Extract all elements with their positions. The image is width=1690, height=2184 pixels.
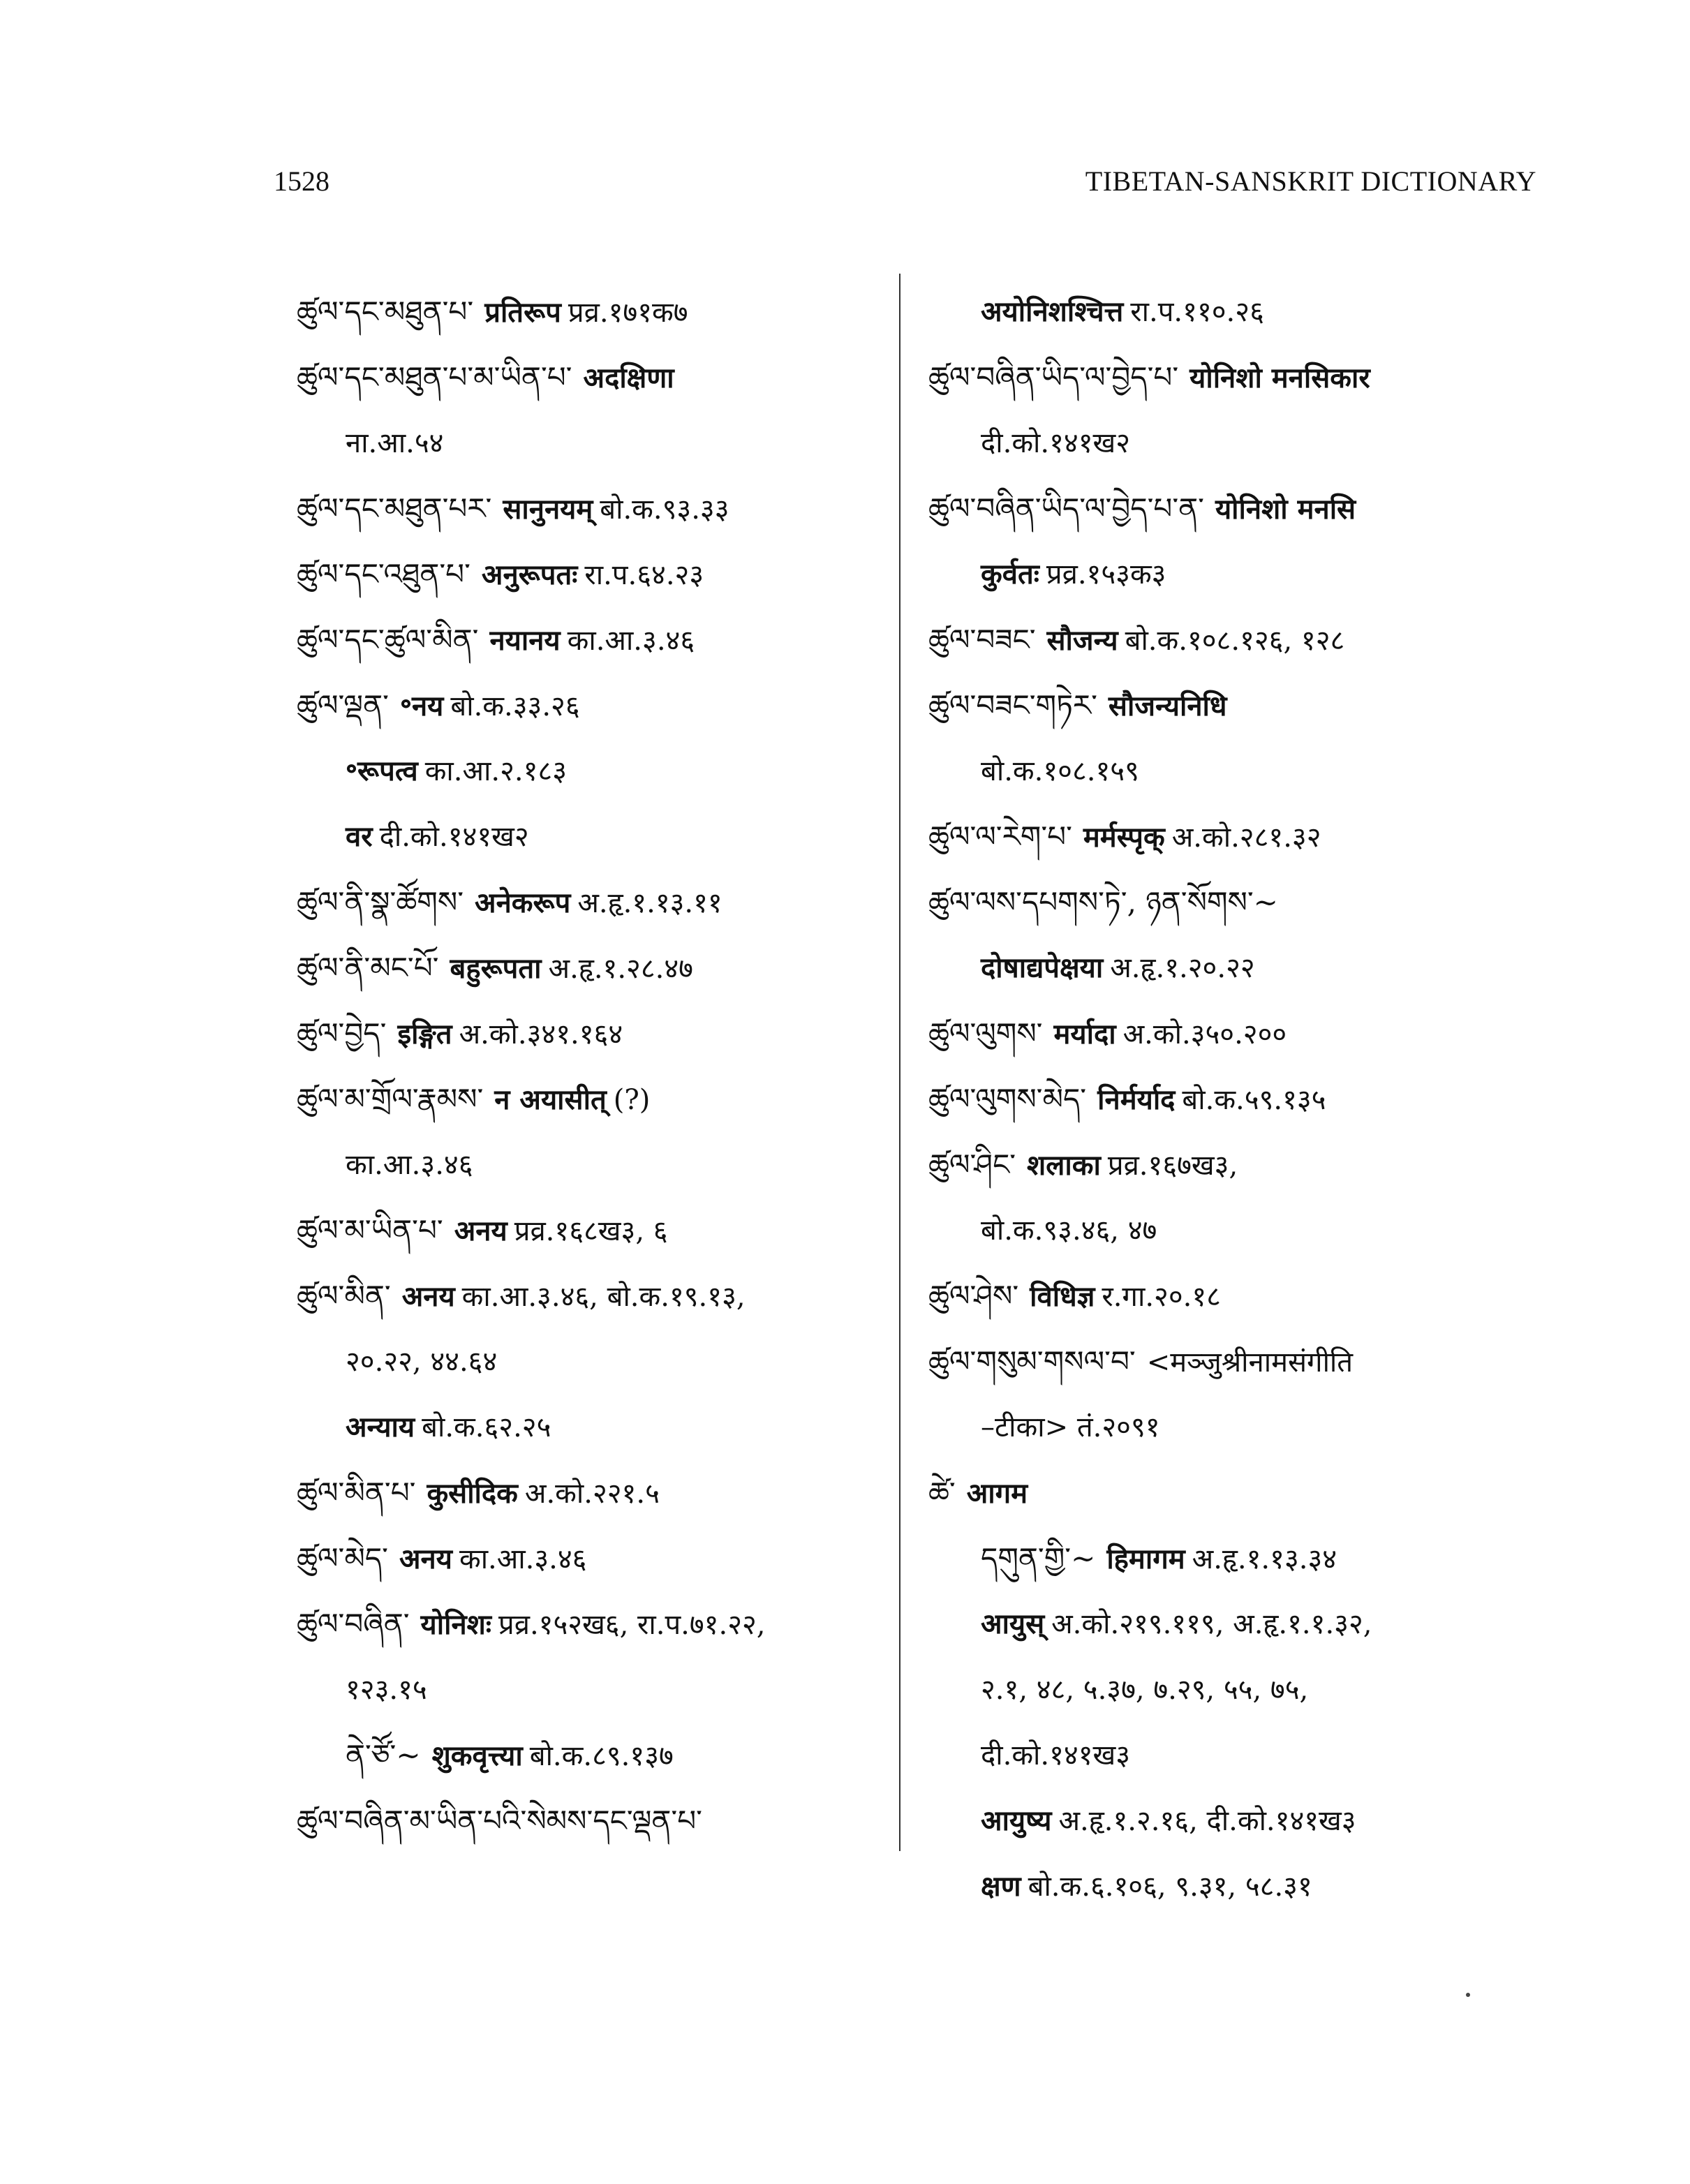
tibetan-headword: ཚུལ་བཟང་གཏེར་ — [928, 688, 1097, 722]
dictionary-line — [297, 804, 897, 870]
dictionary-line — [297, 1591, 897, 1657]
sanskrit-equivalent: हिमागम — [1106, 1543, 1185, 1575]
sanskrit-equivalent: सौजन्यनिधि — [1108, 690, 1227, 722]
source-reference: <मञ्जुश्रीनामसंगीति — [1146, 1346, 1354, 1379]
tibetan-headword: ཚུལ་དང་མཐུན་པ་ — [297, 295, 474, 329]
dictionary-line — [928, 542, 1543, 607]
source-reference: २०.२२, ४४.६४ — [346, 1346, 498, 1378]
source-reference: ना.आ.५४ — [346, 427, 444, 459]
source-reference: १२३.१५ — [346, 1674, 427, 1706]
dictionary-line — [297, 345, 897, 410]
tibetan-headword: ཚུལ་བཞིན་ཡིད་ལ་བྱེད་པ་ན་ — [928, 491, 1204, 526]
dictionary-line — [928, 1263, 1543, 1329]
sanskrit-equivalent: अन्याय — [346, 1411, 415, 1443]
sanskrit-equivalent: प्रतिरूप — [484, 296, 561, 329]
dictionary-line — [928, 1001, 1543, 1067]
dictionary-line — [928, 1854, 1543, 1919]
source-reference: बो.क.५९.१३५ — [1182, 1084, 1326, 1116]
sanskrit-equivalent: इङ्गित — [397, 1018, 452, 1050]
source-reference: अ.हृ.१.२८.४७ — [548, 953, 693, 985]
sanskrit-equivalent: कुसीदिक — [427, 1477, 518, 1510]
source-reference: अ.को.२८१.३२ — [1171, 822, 1321, 854]
dictionary-line — [928, 1460, 1543, 1526]
sanskrit-equivalent: दोषाद्यपेक्षया — [981, 951, 1104, 984]
source-reference: रा.प.६४.२३ — [584, 559, 704, 591]
source-reference: बो.क.१०८.१५९ — [981, 755, 1139, 787]
source-reference: (?) — [613, 1084, 651, 1116]
sanskrit-equivalent: वर — [346, 820, 373, 853]
source-reference: प्रव्र.१७१क७ — [568, 297, 688, 329]
dictionary-line — [928, 1657, 1543, 1723]
tibetan-headword: ཚུལ་བཞིན་ཡིད་ལ་བྱེད་པ་ — [928, 360, 1179, 394]
source-reference: अ.हृ.१.१३.३४ — [1192, 1543, 1337, 1575]
tibetan-headword: ཚུལ་དང་ཚུལ་མིན་ — [297, 623, 479, 657]
tibetan-headword: ཚུལ་བཟང་ — [928, 623, 1036, 657]
dictionary-line — [297, 1329, 897, 1395]
right-column — [928, 279, 1543, 1919]
tibetan-headword: ཚུལ་མེད་ — [297, 1541, 388, 1575]
tibetan-headword: ཚུལ་ཤིང་ — [928, 1147, 1016, 1182]
sanskrit-equivalent: ॰नय — [399, 690, 444, 722]
dictionary-line — [297, 1788, 897, 1854]
tibetan-headword: ཚུལ་དང་མཐུན་པ་མ་ཡིན་པ་ — [297, 360, 572, 394]
source-reference: प्रव्र.१६७ख३, — [1107, 1150, 1238, 1182]
dictionary-line — [928, 1788, 1543, 1854]
dictionary-line — [297, 279, 897, 345]
source-reference: प्रव्र.१५२ख६, रा.प.७१.२२, — [498, 1609, 766, 1641]
sanskrit-equivalent: कुर्वतः — [981, 558, 1039, 590]
dictionary-line — [928, 410, 1543, 476]
dictionary-line — [928, 1591, 1543, 1657]
tibetan-headword: ཚུལ་མིན་ — [297, 1279, 391, 1313]
dictionary-line — [928, 804, 1543, 870]
tibetan-headword: ཚུལ་ནི་མང་པོ་ — [297, 951, 439, 985]
tibetan-headword: ཚུལ་བཞིན་ — [297, 1607, 410, 1641]
sanskrit-equivalent: अदक्षिणा — [583, 362, 674, 394]
source-reference: बो.क.१०८.१२६, १२८ — [1125, 625, 1345, 657]
sanskrit-equivalent: अयोनिशश्चित्त — [981, 295, 1124, 328]
sanskrit-equivalent: क्षण — [981, 1870, 1021, 1903]
sanskrit-equivalent: विधिज्ञ — [1030, 1280, 1095, 1313]
dictionary-line — [928, 279, 1543, 345]
dictionary-line — [297, 1723, 897, 1788]
dictionary-line — [928, 1198, 1543, 1263]
dictionary-line — [297, 1395, 897, 1460]
tibetan-headword: ཚུལ་ལུགས་མེད་ — [928, 1082, 1087, 1116]
dictionary-line — [928, 607, 1543, 673]
source-reference: –टीका> तं.२०९१ — [981, 1411, 1160, 1443]
sanskrit-equivalent: अनय — [401, 1280, 455, 1313]
sanskrit-equivalent: ॰रूपत्व — [346, 755, 418, 787]
sanskrit-equivalent: सौजन्य — [1046, 624, 1118, 657]
sanskrit-equivalent: आगम — [966, 1477, 1028, 1510]
sanskrit-equivalent: मर्यादा — [1053, 1018, 1116, 1050]
sanskrit-equivalent: शलाका — [1027, 1149, 1101, 1182]
sanskrit-equivalent: अनय — [454, 1214, 507, 1247]
source-reference: बो.क.३३.२६ — [450, 690, 580, 722]
tibetan-headword: ཚུལ་ལ་རེག་པ་ — [928, 819, 1072, 854]
tibetan-headword: ཚུལ་ལས་དཔགས་ཏེ་, ཉན་སོགས་~ — [928, 885, 1278, 919]
tibetan-headword: ཚུལ་གསུམ་གསལ་བ་ — [928, 1344, 1136, 1379]
dictionary-line — [928, 476, 1543, 542]
tibetan-headword: ཚེ་ — [928, 1476, 956, 1510]
dictionary-line — [928, 1526, 1543, 1591]
dictionary-line — [297, 673, 897, 738]
source-reference: का.आ.३.४६, बो.क.१९.१३, — [461, 1281, 746, 1313]
tibetan-headword: དགུན་གྱི་~ — [981, 1541, 1096, 1575]
source-reference: अ.हृ.१.२.१६, दी.को.१४१ख३ — [1058, 1805, 1356, 1837]
sanskrit-equivalent: अनय — [399, 1543, 452, 1575]
dictionary-line — [297, 1132, 897, 1198]
tibetan-headword: ནེ་ཙོ་~ — [346, 1738, 421, 1772]
tibetan-headword: ཚུལ་དང་འཐུན་པ་ — [297, 557, 470, 591]
sanskrit-equivalent: अनेकरूप — [475, 886, 571, 919]
column-divider — [899, 274, 900, 1851]
source-reference: प्रव्र.१५३क३ — [1046, 558, 1166, 590]
source-reference: बो.क.९३.४६, ४७ — [981, 1214, 1157, 1247]
tibetan-headword: ཚུལ་མ་ཡིན་པ་ — [297, 1213, 443, 1247]
source-reference: का.आ.३.४६ — [459, 1543, 587, 1575]
tibetan-headword: ཚུལ་ཤེས་ — [928, 1279, 1019, 1313]
page-number: 1528 — [274, 165, 329, 197]
dictionary-line — [297, 738, 897, 804]
dictionary-line — [928, 870, 1543, 935]
sanskrit-equivalent: न अयासीत् — [494, 1083, 607, 1116]
source-reference: बो.क.८९.१३७ — [529, 1740, 674, 1772]
sanskrit-equivalent: आयुस् — [981, 1607, 1045, 1640]
dictionary-line — [297, 1657, 897, 1723]
dictionary-line — [928, 738, 1543, 804]
tibetan-headword: ཚུལ་བཞིན་མ་ཡིན་པའི་སེམས་དང་ལྡན་པ་ — [297, 1804, 702, 1838]
dictionary-line — [297, 1460, 897, 1526]
dictionary-line — [297, 870, 897, 935]
sanskrit-equivalent: योनिशो मनसिकार — [1189, 362, 1370, 394]
sanskrit-equivalent: मर्मस्पृक् — [1083, 821, 1165, 854]
source-reference: अ.को.३५०.२०० — [1122, 1018, 1287, 1050]
source-reference: अ.को.३४१.१६४ — [459, 1018, 623, 1050]
source-reference: दी.को.१४१ख३ — [981, 1739, 1131, 1771]
source-reference: दी.को.१४१ख२ — [379, 821, 529, 853]
dictionary-line — [297, 1526, 897, 1591]
source-reference: का.आ.३.४६ — [567, 625, 695, 657]
tibetan-headword: ཚུལ་མིན་པ་ — [297, 1476, 416, 1510]
source-reference: बो.क.६२.२५ — [422, 1411, 551, 1443]
source-reference: अ.हृ.१.२०.२२ — [1110, 952, 1255, 984]
dictionary-line — [297, 1198, 897, 1263]
sanskrit-equivalent: बहुरूपता — [450, 952, 542, 985]
dictionary-line — [928, 1395, 1543, 1460]
dictionary-line — [928, 1329, 1543, 1395]
sanskrit-equivalent: योनिशः — [420, 1608, 491, 1641]
dictionary-line — [297, 410, 897, 476]
dictionary-line — [928, 1723, 1543, 1788]
sanskrit-equivalent: नयानय — [489, 624, 561, 657]
sanskrit-equivalent: शुकवृत्त्या — [431, 1739, 523, 1772]
source-reference: दी.को.१४१ख२ — [981, 427, 1131, 459]
dictionary-line — [928, 345, 1543, 410]
dictionary-line — [928, 1132, 1543, 1198]
dictionary-line — [297, 607, 897, 673]
sanskrit-equivalent: योनिशो मनसि — [1215, 493, 1356, 526]
source-reference: का.आ.३.४६ — [346, 1149, 473, 1181]
sanskrit-equivalent: आयुष्य — [981, 1804, 1052, 1837]
source-reference: का.आ.२.१८३ — [424, 755, 567, 787]
tibetan-headword: ཚུལ་བྱེད་ — [297, 1016, 387, 1050]
source-reference: रा.प.११०.२६ — [1130, 296, 1264, 328]
dictionary-line — [297, 1067, 897, 1132]
tibetan-headword: ཚུལ་ལུགས་ — [928, 1016, 1043, 1050]
source-reference: र.गा.२०.१८ — [1102, 1281, 1221, 1313]
tibetan-headword: ཚུལ་ལྡན་ — [297, 688, 389, 722]
tibetan-headword: ཚུལ་ནི་སྣ་ཚོགས་ — [297, 885, 464, 919]
source-reference: बो.क.९३.३३ — [600, 493, 729, 526]
source-reference: बो.क.६.१०६, ९.३१, ५८.३१ — [1028, 1871, 1312, 1903]
dictionary-line — [928, 1067, 1543, 1132]
tibetan-headword: ཚུལ་དང་མཐུན་པར་ — [297, 491, 492, 526]
sanskrit-equivalent: सानुनयम् — [503, 493, 593, 526]
source-reference: अ.को.२२१.५ — [524, 1478, 660, 1510]
dictionary-line — [297, 1001, 897, 1067]
dictionary-line — [928, 935, 1543, 1001]
source-reference: अ.हृ.१.१३.११ — [577, 887, 722, 919]
sanskrit-equivalent: अनुरूपतः — [481, 558, 578, 591]
dictionary-line — [297, 1263, 897, 1329]
source-reference: २.१, ४८, ५.३७, ७.२९, ५५, ७५, — [981, 1674, 1309, 1706]
dictionary-line — [928, 673, 1543, 738]
source-reference: प्रव्र.१६८ख३, ६ — [514, 1215, 668, 1247]
source-reference: अ.को.२१९.११९, अ.हृ.१.१.३२, — [1051, 1608, 1372, 1640]
tibetan-headword: ཚུལ་མ་གྲོལ་རྣམས་ — [297, 1082, 484, 1116]
left-column — [297, 279, 897, 1854]
running-head: TIBETAN-SANSKRIT DICTIONARY — [1085, 165, 1536, 197]
dictionary-line — [297, 476, 897, 542]
dictionary-line — [297, 542, 897, 607]
sanskrit-equivalent: निर्मर्याद — [1097, 1083, 1176, 1116]
stray-mark — [1466, 1993, 1470, 1997]
dictionary-line — [297, 935, 897, 1001]
